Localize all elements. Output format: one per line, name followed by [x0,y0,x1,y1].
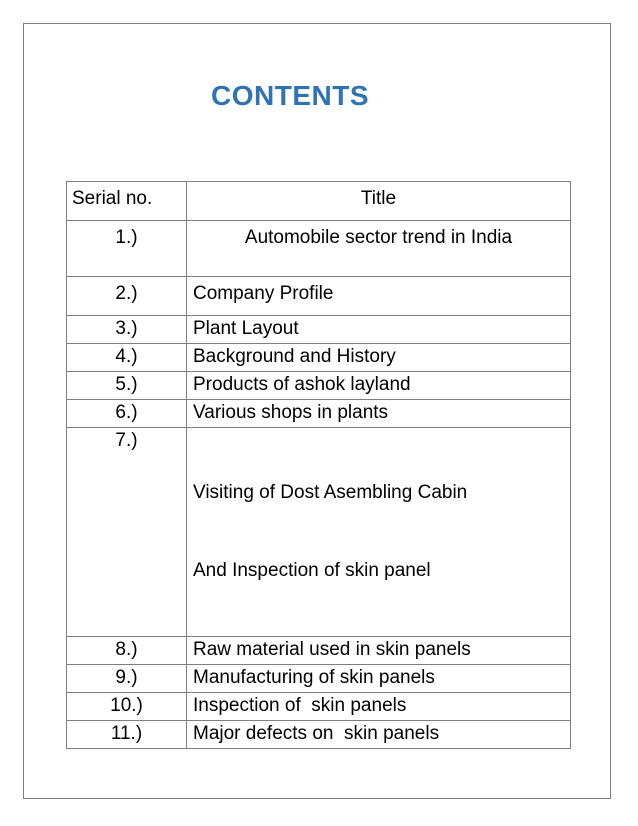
table-row [67,693,571,721]
row-title: Manufacturing of skin panels [187,665,571,693]
row-serial: 10.) [67,693,187,721]
contents-table [66,181,571,749]
row-title-line-1: Visiting of Dost Asembling Cabin [193,482,468,503]
page-title: CONTENTS [211,80,369,111]
table-row [67,665,571,693]
row-serial: 8.) [67,637,187,665]
row-title [187,428,571,637]
table-row [67,372,571,400]
row-serial: 11.) [67,721,187,749]
row-serial: 2.) [67,277,187,316]
row-serial: 6.) [67,400,187,428]
row-serial: 7.) [67,428,187,637]
header-title: Title [187,182,571,221]
row-title-line-2: And Inspection of skin panel [193,560,431,581]
row-title: Company Profile [187,277,571,316]
row-title: Various shops in plants [187,400,571,428]
header-serial: Serial no. [67,182,187,221]
row-serial: 4.) [67,344,187,372]
row-title: Raw material used in skin panels [187,637,571,665]
table-row [67,428,571,637]
table-header-row [67,182,571,221]
table-row [67,316,571,344]
row-title: Automobile sector trend in India [187,221,571,277]
row-title: Products of ashok layland [187,372,571,400]
row-title: Inspection of skin panels [187,693,571,721]
table-row [67,637,571,665]
table-row [67,344,571,372]
row-title: Plant Layout [187,316,571,344]
row-serial: 1.) [67,221,187,277]
row-serial: 5.) [67,372,187,400]
row-serial: 3.) [67,316,187,344]
row-serial: 9.) [67,665,187,693]
table-row [67,721,571,749]
row-title: Background and History [187,344,571,372]
table-row [67,277,571,316]
table-row [67,400,571,428]
row-title: Major defects on skin panels [187,721,571,749]
table-row [67,221,571,277]
